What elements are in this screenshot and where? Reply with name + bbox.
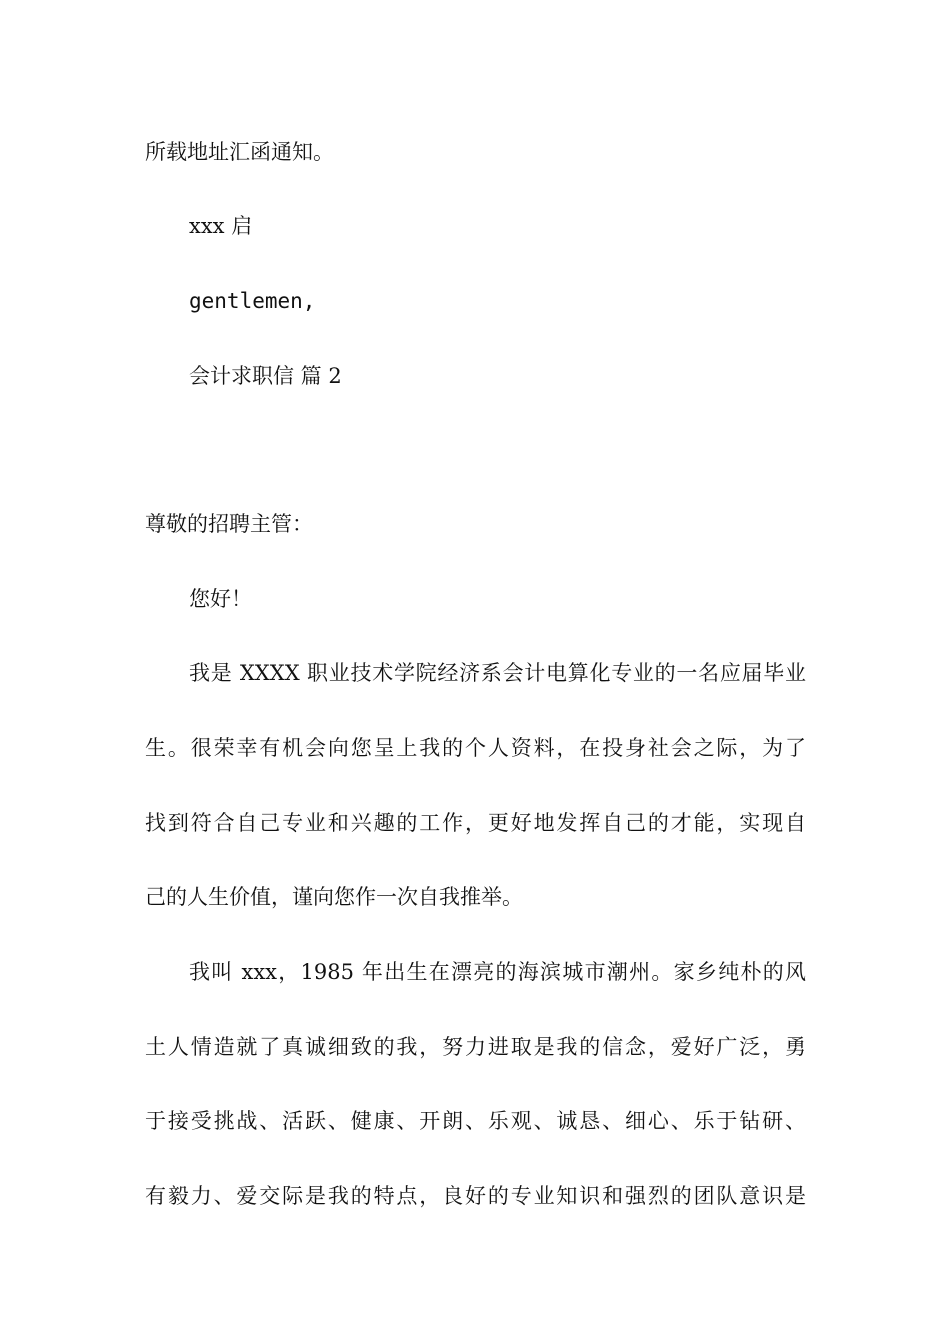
paragraph-1-line-2: 生。很荣幸有机会向您呈上我的个人资料，在投身社会之际，为了 <box>145 736 806 760</box>
paragraph-2-line-4: 有毅力、爱交际是我的特点，良好的专业知识和强烈的团队意识是 <box>145 1184 806 1208</box>
paragraph-1-line-4: 己的人生价值，谨向您作一次自我推举。 <box>145 885 523 909</box>
paragraph-1-line-3: 找到符合自己专业和兴趣的工作，更好地发挥自己的才能，实现自 <box>145 811 806 835</box>
paragraph-2-line-1: 我叫 xxx，1985 年出生在漂亮的海滨城市潮州。家乡纯朴的风 <box>189 960 806 984</box>
signature-line: xxx 启 <box>189 214 253 238</box>
letter-hello: 您好！ <box>189 587 252 611</box>
section-heading: 会计求职信 篇 2 <box>189 364 342 388</box>
text-line-1: 所载地址汇函通知。 <box>145 140 334 164</box>
paragraph-1-line-1: 我是 XXXX 职业技术学院经济系会计电算化专业的一名应届毕业 <box>189 661 806 685</box>
salutation-line: gentlemen, <box>189 289 316 313</box>
paragraph-2-line-3: 于接受挑战、活跃、健康、开朗、乐观、诚恳、细心、乐于钻研、 <box>145 1109 806 1133</box>
paragraph-2-line-2: 土人情造就了真诚细致的我，努力进取是我的信念，爱好广泛，勇 <box>145 1035 806 1059</box>
letter-greeting: 尊敬的招聘主管： <box>145 512 313 536</box>
